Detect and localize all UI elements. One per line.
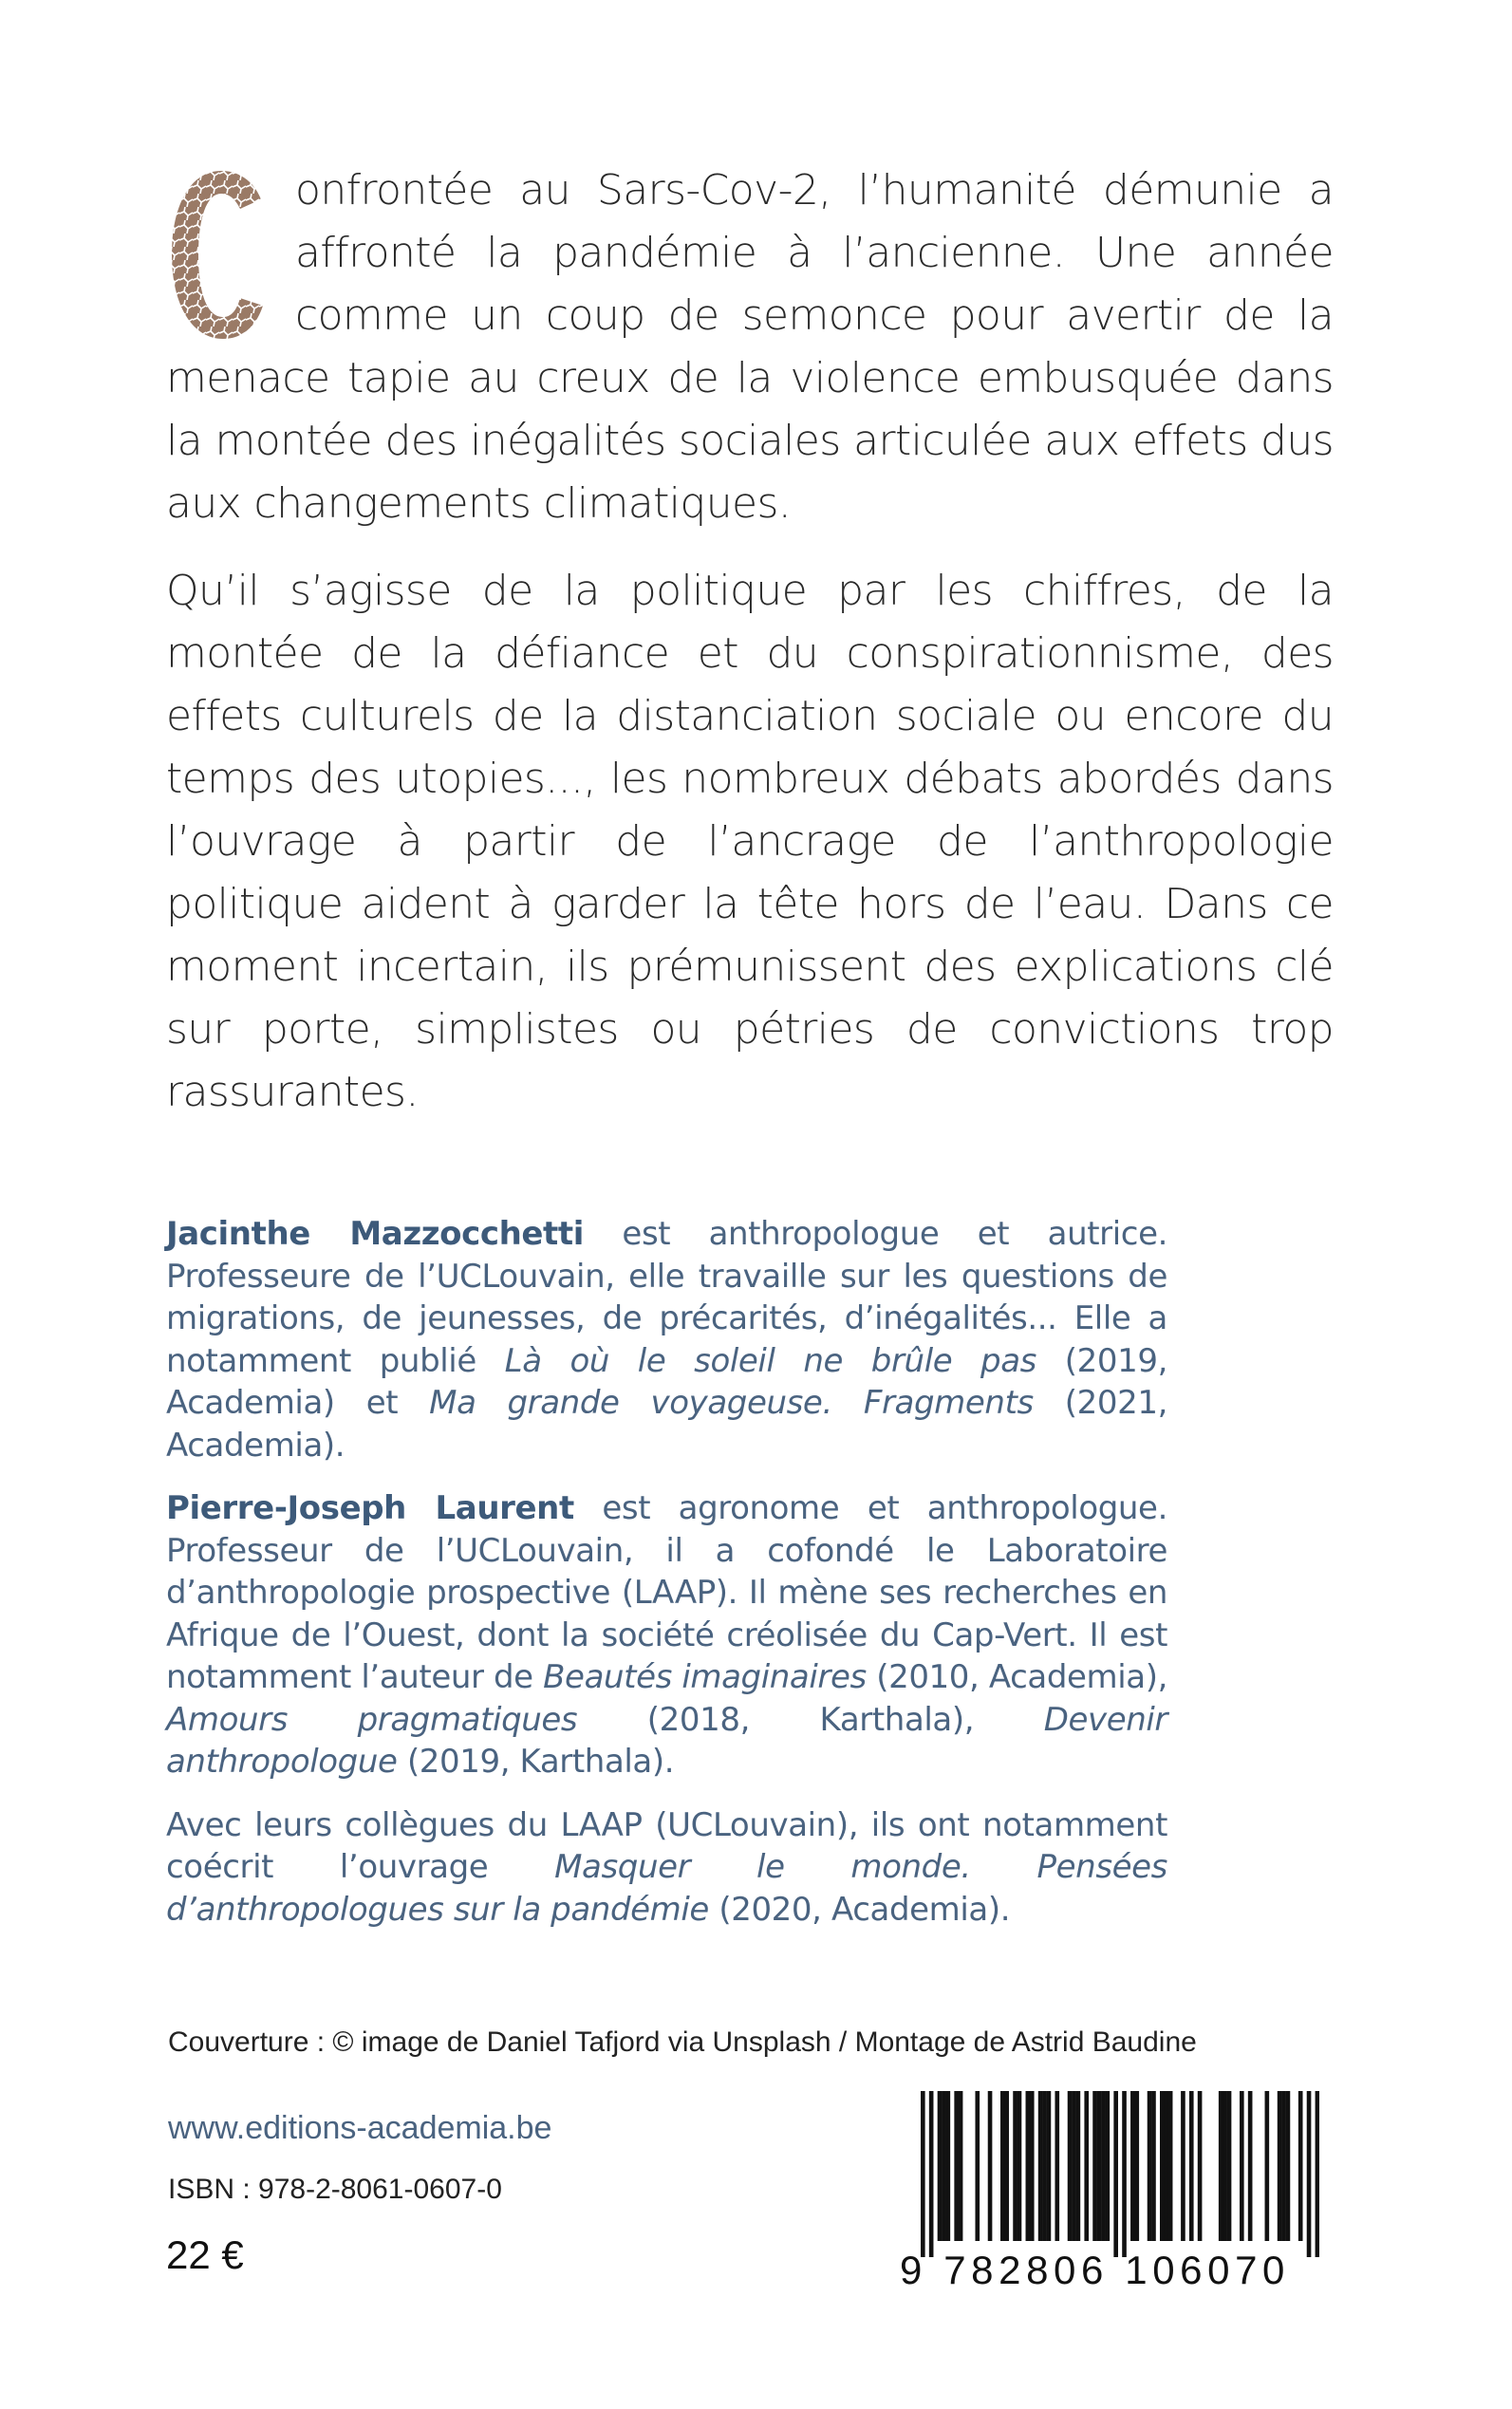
barcode-bar <box>959 2091 963 2241</box>
barcode-bar <box>942 2091 946 2241</box>
author-bio-2: Pierre-Joseph Laurent est agronome et anthropologue. Professeur de l’UCLouvain, il a cofondé le Laboratoire d’anthropologie prospective (LAAP). Il mène ses recherches en Afrique de l’Ouest, dont la société créolisée du Cap-Vert. Il est notamment l’auteur de Beautés imaginaires (2010, Academia), Amours pragmatiques (2018, Karthala), Devenir anthropologue (2019, Karthala). <box>166 1489 1168 1781</box>
barcode-bar <box>954 2091 959 2241</box>
isbn: ISBN : 978-2-8061-0607-0 <box>168 2174 502 2205</box>
barcode-bar <box>1084 2091 1089 2241</box>
barcode-bar <box>946 2091 951 2241</box>
barcode-bar <box>1223 2091 1227 2241</box>
dropcap-letter-c <box>166 167 271 343</box>
author-bio-1: Jacinthe Mazzocchetti est anthropologue et autrice. Professeure de l’UCLouvain, elle travaille sur les questions de migrations, de jeunesses, de précarités, d’inégalités... Elle a notamment publié Là où le soleil ne brûle pas (2019, Academia) et Ma grande voyageuse. Fragments (2021, Academia). <box>166 1215 1167 1465</box>
author-name: Pierre-Joseph Laurent <box>166 1489 574 1527</box>
publisher-website-link[interactable]: www.editions-academia.be <box>168 2110 552 2146</box>
barcode-bar <box>1278 2091 1282 2241</box>
barcode-bar <box>1092 2091 1097 2241</box>
book-title: Ma grande voyageuse. Fragments <box>429 1384 1034 1422</box>
barcode-bar <box>1281 2091 1286 2241</box>
svg-text:C: C <box>218 273 225 284</box>
barcode-bar <box>1013 2091 1017 2241</box>
summary-paragraph-2: Qu’il s’agisse de la politique par les chiffres, de la montée de la défiance et du conspirationnisme, des effets culturels de la distanciation sociale ou encore du temps des utopies..., les nombreux débats abordés dans l’ouvrage à partir de l’ancrage de l’anthropologie politique aident à garder la tête hors de l’eau. Dans ce moment incertain, ils prémunissent des explications clé sur porte, simplistes ou pétries de convictions trop rassurantes. <box>166 567 1334 1116</box>
barcode-bar <box>988 2091 993 2241</box>
barcode-bar <box>1026 2091 1031 2241</box>
barcode-bar <box>1122 2091 1127 2257</box>
barcode-bar <box>1038 2091 1043 2241</box>
book-summary <box>166 159 1334 1148</box>
barcode-bar <box>1113 2091 1118 2257</box>
barcode-bar <box>1265 2091 1270 2241</box>
barcode-bar <box>1055 2091 1059 2241</box>
summary-paragraph-1 <box>166 159 1334 535</box>
book-title: Devenir anthropologue <box>166 1700 1167 1781</box>
barcode <box>921 2091 1319 2257</box>
barcode-bar <box>1148 2091 1152 2241</box>
book-title: Beautés imaginaires <box>543 1658 867 1696</box>
cover-credits: Couverture : © image de Daniel Tafjord via Unsplash / Montage de Astrid Baudine <box>168 2026 1197 2058</box>
barcode-bar <box>1248 2091 1253 2241</box>
barcode-bar <box>1134 2091 1139 2241</box>
barcode-bar <box>1164 2091 1168 2241</box>
barcode-bar <box>1017 2091 1022 2241</box>
barcode-bar <box>1286 2091 1291 2241</box>
barcode-bar <box>1047 2091 1052 2241</box>
barcode-bar <box>1227 2091 1232 2241</box>
barcode-bar <box>1030 2091 1035 2241</box>
barcode-bar <box>1298 2091 1303 2241</box>
barcode-bar <box>1168 2091 1173 2241</box>
barcode-bar <box>1240 2091 1244 2241</box>
barcode-bar <box>1130 2091 1135 2241</box>
barcode-bar <box>1106 2091 1111 2241</box>
barcode-bar <box>1151 2091 1156 2241</box>
barcode-bar <box>929 2091 934 2257</box>
barcode-bar <box>921 2091 925 2257</box>
author-bios <box>166 1213 1167 1951</box>
barcode-bar <box>1307 2091 1312 2257</box>
barcode-bar <box>1189 2091 1194 2241</box>
book-title: Là où le soleil ne brûle pas <box>504 1341 1036 1380</box>
barcode-bar <box>1076 2091 1081 2241</box>
price: 22 € <box>166 2232 244 2277</box>
book-title: Masquer le monde. Pensées d’anthropologues sur la pandémie <box>166 1848 1167 1929</box>
summary-paragraph-1-text: onfrontée au Sars-Cov-2, l’humanité démunie a affronté la pandémie à l’ancienne. Une année comme un coup de semonce pour avertir de la menace tapie au creux de la violence embusquée dans la montée des inégalités sociales articulée aux effets dus aux changements climatiques. <box>166 166 1334 528</box>
barcode-bar <box>1316 2091 1319 2257</box>
barcode-bar <box>1042 2091 1047 2241</box>
barcode-bar <box>1160 2091 1165 2241</box>
barcode-bar <box>1068 2091 1073 2241</box>
barcode-bar <box>1219 2091 1223 2241</box>
barcode-bar <box>975 2091 980 2241</box>
barcode-bar <box>1000 2091 1005 2241</box>
joint-work-note: Avec leurs collègues du LAAP (UCLouvain), ils ont notamment coécrit l’ouvrage Masquer le monde. Pensées d’anthropologues sur la pandémie (2020, Academia). <box>166 1805 1167 1929</box>
barcode-bar <box>1101 2091 1106 2241</box>
author-name: Jacinthe Mazzocchetti <box>166 1215 585 1253</box>
barcode-digits: 9 782806 106070 <box>900 2248 1290 2292</box>
barcode-bar <box>1181 2091 1185 2241</box>
barcode-bar <box>1097 2091 1102 2241</box>
barcode-bar <box>1198 2091 1203 2241</box>
barcode-bar <box>1072 2091 1076 2241</box>
barcode-bar <box>938 2091 943 2241</box>
book-title: Amours pragmatiques <box>166 1700 578 1739</box>
barcode-bar <box>1004 2091 1009 2241</box>
